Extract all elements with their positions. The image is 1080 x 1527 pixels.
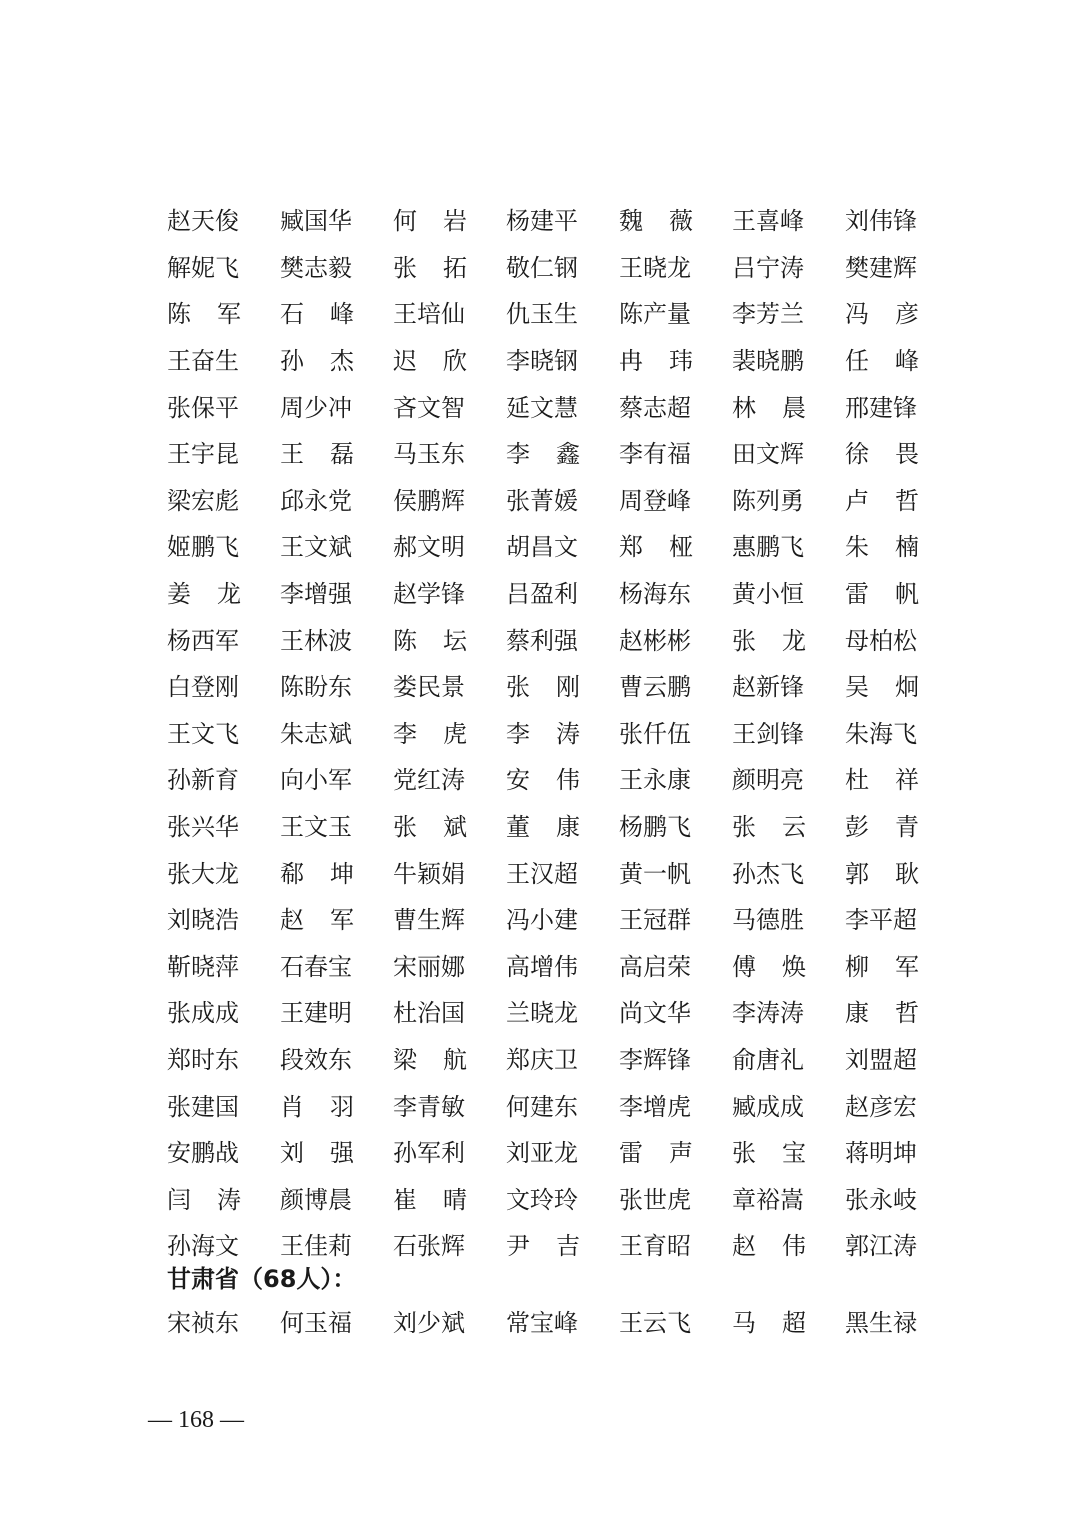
name-entry: 刘盟超: [845, 1045, 917, 1074]
name-entry: 姜 龙: [167, 580, 241, 609]
name-entry: 任 峰: [845, 347, 919, 376]
name-entry: 朱志斌: [280, 719, 352, 748]
name-entry: 王云飞: [619, 1309, 691, 1338]
name-entry: 石张辉: [393, 1232, 465, 1261]
name-entry: 张永岐: [845, 1185, 917, 1214]
name-entry: 王 磊: [280, 440, 354, 469]
name-entry: 王培仙: [393, 300, 465, 329]
section-heading-gansu: 甘肃省（68人）：: [167, 1265, 357, 1293]
name-entry: 惠鹏飞: [732, 533, 804, 562]
name-entry: 张成成: [167, 999, 239, 1028]
name-entry: 朱海飞: [845, 719, 917, 748]
name-row: [167, 1223, 927, 1270]
name-entry: 王文飞: [167, 719, 239, 748]
name-row: [167, 524, 927, 571]
name-entry: 陈列勇: [732, 486, 804, 515]
name-entry: 陈 军: [167, 300, 241, 329]
name-entry: 李芳兰: [732, 300, 804, 329]
name-row: [167, 804, 927, 851]
name-entry: 李涛涛: [732, 999, 804, 1028]
name-entry: 陈盼东: [280, 673, 352, 702]
name-entry: 李有福: [619, 440, 691, 469]
name-row: [167, 571, 927, 618]
name-entry: 高增伟: [506, 952, 578, 981]
name-entry: 赵 伟: [732, 1232, 806, 1261]
name-entry: 梁宏彪: [167, 486, 239, 515]
name-entry: 王文玉: [280, 813, 352, 842]
name-entry: 张 拓: [393, 253, 467, 282]
name-entry: 姬鹏飞: [167, 533, 239, 562]
name-entry: 樊建辉: [845, 253, 917, 282]
name-entry: 朱 楠: [845, 533, 919, 562]
name-entry: 郭江涛: [845, 1232, 917, 1261]
name-row: [167, 757, 927, 804]
name-entry: 石春宝: [280, 952, 352, 981]
name-entry: 蔡利强: [506, 626, 578, 655]
name-entry: 梁 航: [393, 1045, 467, 1074]
name-entry: 文玲玲: [506, 1185, 578, 1214]
name-entry: 冉 玮: [619, 347, 693, 376]
name-entry: 章裕嵩: [732, 1185, 804, 1214]
name-row: [167, 1300, 927, 1347]
name-row: [167, 617, 927, 664]
name-entry: 黄一帆: [619, 859, 691, 888]
name-entry: 段效东: [280, 1045, 352, 1074]
name-entry: 张保平: [167, 393, 239, 422]
name-entry: 杜治国: [393, 999, 465, 1028]
name-entry: 安 伟: [506, 766, 580, 795]
name-row: [167, 478, 927, 525]
name-entry: 敬仁钢: [506, 253, 578, 282]
name-entry: 黑生禄: [845, 1309, 917, 1338]
name-row: [167, 850, 927, 897]
name-entry: 向小军: [280, 766, 352, 795]
name-entry: 徐 畏: [845, 440, 919, 469]
name-entry: 李 虎: [393, 719, 467, 748]
name-entry: 牛颖娟: [393, 859, 465, 888]
name-entry: 王冠群: [619, 906, 691, 935]
name-entry: 臧成成: [732, 1092, 804, 1121]
name-entry: 郑 桠: [619, 533, 693, 562]
name-entry: 崔 晴: [393, 1185, 467, 1214]
name-entry: 郭 耿: [845, 859, 919, 888]
name-entry: 靳晓萍: [167, 952, 239, 981]
name-entry: 何玉福: [280, 1309, 352, 1338]
name-entry: 曹云鹏: [619, 673, 691, 702]
name-entry: 王宇昆: [167, 440, 239, 469]
name-row: [167, 1176, 927, 1223]
name-row: [167, 1130, 927, 1177]
name-row: [167, 897, 927, 944]
name-entry: 臧国华: [280, 207, 352, 236]
name-entry: 杨建平: [506, 207, 578, 236]
name-entry: 陈 坛: [393, 626, 467, 655]
name-entry: 郑时东: [167, 1045, 239, 1074]
name-entry: 王育昭: [619, 1232, 691, 1261]
name-entry: 邢建锋: [845, 393, 917, 422]
name-entry: 张菁媛: [506, 486, 578, 515]
name-entry: 杜 祥: [845, 766, 919, 795]
name-entry: 常宝峰: [506, 1309, 578, 1338]
name-entry: 安鹏战: [167, 1139, 239, 1168]
name-entry: 卢 哲: [845, 486, 919, 515]
name-entry: 俞唐礼: [732, 1045, 804, 1074]
name-entry: 彭 青: [845, 813, 919, 842]
name-entry: 赵新锋: [732, 673, 804, 702]
name-entry: 曹生辉: [393, 906, 465, 935]
name-entry: 李辉锋: [619, 1045, 691, 1074]
name-entry: 赵学锋: [393, 580, 465, 609]
name-entry: 颜博晨: [280, 1185, 352, 1214]
name-entry: 蒋明坤: [845, 1139, 917, 1168]
name-entry: 李晓钢: [506, 347, 578, 376]
name-entry: 杨西军: [167, 626, 239, 655]
name-entry: 何建东: [506, 1092, 578, 1121]
gansu-name-list: [167, 1300, 927, 1347]
name-row: [167, 944, 927, 991]
name-entry: 傅 焕: [732, 952, 806, 981]
name-entry: 田文辉: [732, 440, 804, 469]
name-entry: 何 岩: [393, 207, 467, 236]
name-entry: 王林波: [280, 626, 352, 655]
name-entry: 樊志毅: [280, 253, 352, 282]
name-entry: 李平超: [845, 906, 917, 935]
name-entry: 冯 彦: [845, 300, 919, 329]
name-row: [167, 711, 927, 758]
name-entry: 王奋生: [167, 347, 239, 376]
name-entry: 吕宁涛: [732, 253, 804, 282]
name-row: [167, 431, 927, 478]
name-entry: 林 晨: [732, 393, 806, 422]
name-entry: 石 峰: [280, 300, 354, 329]
name-entry: 仇玉生: [506, 300, 578, 329]
name-entry: 赵彦宏: [845, 1092, 917, 1121]
name-entry: 赵天俊: [167, 207, 239, 236]
name-entry: 张仟伍: [619, 719, 691, 748]
name-entry: 康 哲: [845, 999, 919, 1028]
name-entry: 雷 帆: [845, 580, 919, 609]
name-row: [167, 384, 927, 431]
name-entry: 张建国: [167, 1092, 239, 1121]
name-entry: 李青敏: [393, 1092, 465, 1121]
name-entry: 李增强: [280, 580, 352, 609]
name-entry: 吴 炯: [845, 673, 919, 702]
name-list: [167, 198, 927, 1270]
name-entry: 刘 强: [280, 1139, 354, 1168]
name-entry: 王剑锋: [732, 719, 804, 748]
name-entry: 王建明: [280, 999, 352, 1028]
name-entry: 雷 声: [619, 1139, 693, 1168]
name-entry: 郗 坤: [280, 859, 354, 888]
name-entry: 兰晓龙: [506, 999, 578, 1028]
name-entry: 刘少斌: [393, 1309, 465, 1338]
name-entry: 蔡志超: [619, 393, 691, 422]
name-entry: 李增虎: [619, 1092, 691, 1121]
name-entry: 黄小恒: [732, 580, 804, 609]
name-entry: 张 云: [732, 813, 806, 842]
name-entry: 延文慧: [506, 393, 578, 422]
name-entry: 刘晓浩: [167, 906, 239, 935]
name-row: [167, 1037, 927, 1084]
name-entry: 宋祯东: [167, 1309, 239, 1338]
name-entry: 张 宝: [732, 1139, 806, 1168]
name-entry: 迟 欣: [393, 347, 467, 376]
name-entry: 党红涛: [393, 766, 465, 795]
name-entry: 吝文智: [393, 393, 465, 422]
name-entry: 肖 羽: [280, 1092, 354, 1121]
name-entry: 娄民景: [393, 673, 465, 702]
name-entry: 马 超: [732, 1309, 806, 1338]
name-entry: 王文斌: [280, 533, 352, 562]
name-entry: 解妮飞: [167, 253, 239, 282]
name-entry: 张兴华: [167, 813, 239, 842]
name-entry: 邱永党: [280, 486, 352, 515]
name-row: [167, 338, 927, 385]
name-entry: 尹 吉: [506, 1232, 580, 1261]
name-entry: 白登刚: [167, 673, 239, 702]
name-entry: 高启荣: [619, 952, 691, 981]
name-entry: 马德胜: [732, 906, 804, 935]
name-entry: 张大龙: [167, 859, 239, 888]
name-entry: 胡昌文: [506, 533, 578, 562]
name-entry: 王喜峰: [732, 207, 804, 236]
name-entry: 陈产量: [619, 300, 691, 329]
name-entry: 孙杰飞: [732, 859, 804, 888]
name-entry: 孙海文: [167, 1232, 239, 1261]
page-number: — 168 —: [148, 1407, 244, 1433]
name-entry: 魏 薇: [619, 207, 693, 236]
name-entry: 闫 涛: [167, 1185, 241, 1214]
name-row: [167, 198, 927, 245]
name-row: [167, 990, 927, 1037]
name-entry: 王永康: [619, 766, 691, 795]
name-entry: 李 鑫: [506, 440, 580, 469]
name-entry: 孙 杰: [280, 347, 354, 376]
name-entry: 杨海东: [619, 580, 691, 609]
name-entry: 周少冲: [280, 393, 352, 422]
name-entry: 冯小建: [506, 906, 578, 935]
name-entry: 杨鹏飞: [619, 813, 691, 842]
name-row: [167, 664, 927, 711]
name-entry: 周登峰: [619, 486, 691, 515]
name-entry: 张 斌: [393, 813, 467, 842]
name-entry: 侯鹏辉: [393, 486, 465, 515]
name-entry: 张 刚: [506, 673, 580, 702]
name-entry: 吕盈利: [506, 580, 578, 609]
name-entry: 宋丽娜: [393, 952, 465, 981]
name-entry: 王晓龙: [619, 253, 691, 282]
name-entry: 王汉超: [506, 859, 578, 888]
name-entry: 赵 军: [280, 906, 354, 935]
name-row: [167, 1083, 927, 1130]
name-entry: 刘亚龙: [506, 1139, 578, 1168]
name-entry: 孙新育: [167, 766, 239, 795]
name-entry: 裴晓鹏: [732, 347, 804, 376]
name-entry: 赵彬彬: [619, 626, 691, 655]
name-entry: 孙军利: [393, 1139, 465, 1168]
name-entry: 柳 军: [845, 952, 919, 981]
name-entry: 张 龙: [732, 626, 806, 655]
name-entry: 张世虎: [619, 1185, 691, 1214]
name-entry: 颜明亮: [732, 766, 804, 795]
name-entry: 母柏松: [845, 626, 917, 655]
name-entry: 马玉东: [393, 440, 465, 469]
name-entry: 王佳莉: [280, 1232, 352, 1261]
name-entry: 郑庆卫: [506, 1045, 578, 1074]
name-row: [167, 245, 927, 292]
name-entry: 李 涛: [506, 719, 580, 748]
name-row: [167, 291, 927, 338]
name-entry: 尚文华: [619, 999, 691, 1028]
name-entry: 郝文明: [393, 533, 465, 562]
name-entry: 董 康: [506, 813, 580, 842]
name-entry: 刘伟锋: [845, 207, 917, 236]
